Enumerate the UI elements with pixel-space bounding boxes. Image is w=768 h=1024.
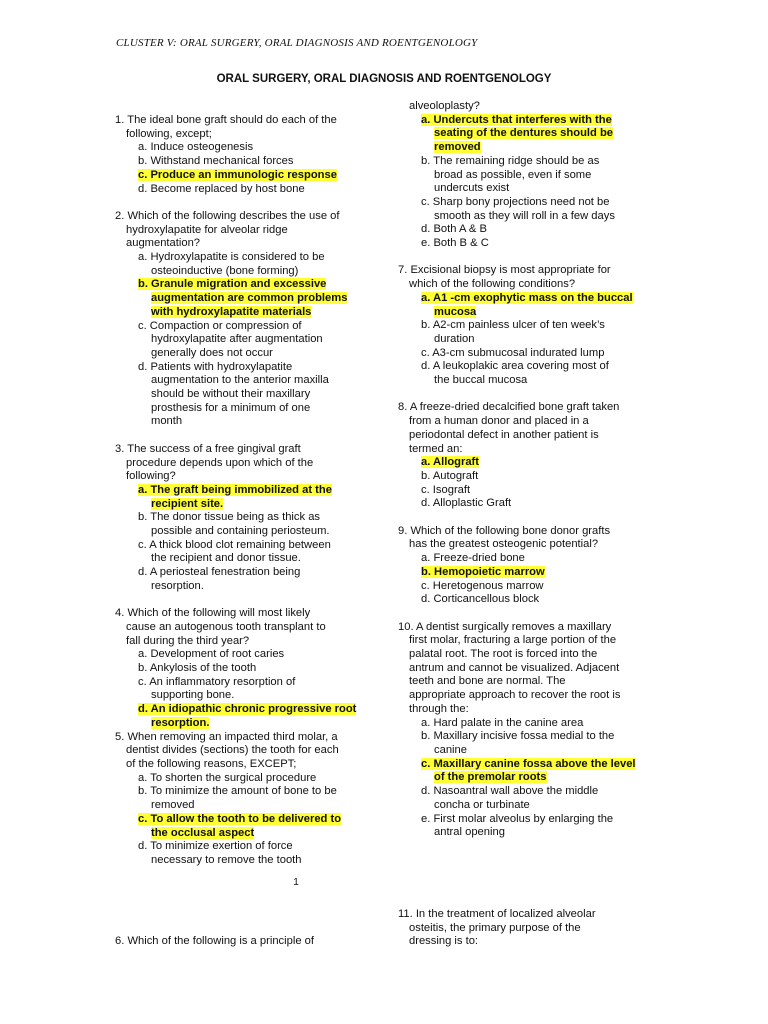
option-text: necessary to remove the tooth — [151, 853, 302, 866]
question-6-stem — [115, 935, 377, 949]
option-text: possible and containing periosteum. — [151, 525, 330, 538]
answer-option-correct — [398, 758, 662, 785]
option-text: augmentation are common problems — [151, 292, 348, 305]
option-text: d. Corticancellous block — [421, 593, 540, 606]
option-text: d. A periosteal fenestration being — [138, 566, 301, 579]
option-text: c. Compaction or compression of — [138, 319, 302, 332]
answer-option — [115, 785, 377, 812]
option-text: a. To shorten the surgical procedure — [138, 771, 317, 784]
answer-option — [398, 580, 662, 594]
option-text: a. A1 -cm exophytic mass on the buccal — [421, 291, 633, 304]
question-stem-line: 4. Which of the following will most likely — [115, 607, 311, 620]
option-text: d. Patients with hydroxylapatite — [138, 360, 293, 373]
option-text: the buccal mucosa — [434, 374, 528, 387]
answer-option-correct — [115, 813, 377, 840]
option-text: resorption. — [151, 579, 204, 592]
option-text: d. An idiopathic chronic progressive root — [138, 703, 357, 716]
answer-option — [398, 237, 662, 251]
question-stem-line: osteitis, the primary purpose of the — [409, 921, 581, 934]
question-stem-line: 1. The ideal bone graft should do each of the — [115, 114, 337, 126]
option-text: b. Ankylosis of the tooth — [138, 662, 257, 675]
answer-option — [115, 251, 377, 278]
answer-option — [115, 566, 377, 593]
question-stem-line: following? — [126, 470, 176, 483]
option-text: hydroxylapatite after augmentation — [151, 333, 323, 346]
question-stem-line: augmentation? — [126, 237, 201, 250]
option-text: b. To minimize the amount of bone to be — [138, 785, 337, 798]
option-text: the recipient and donor tissue. — [151, 552, 301, 565]
option-text: a. The graft being immobilized at the — [138, 483, 332, 496]
option-text: c. A thick blood clot remaining between — [138, 538, 331, 551]
question-stem-line: through the: — [409, 702, 469, 715]
question-block — [398, 621, 662, 840]
document-title: ORAL SURGERY, ORAL DIAGNOSIS AND ROENTGENOLOGY — [216, 73, 552, 85]
option-text: removed — [151, 799, 195, 812]
option-text: month — [151, 415, 183, 428]
answer-option — [398, 593, 662, 607]
option-text: generally does not occur — [151, 346, 273, 359]
option-text: b. Withstand mechanical forces — [138, 155, 294, 168]
option-text: a. Undercuts that interferes with the — [421, 113, 612, 126]
question-stem-line: 7. Excisional biopsy is most appropriate for — [398, 264, 611, 277]
answer-option — [115, 320, 377, 361]
answer-option — [115, 662, 377, 676]
question-block — [398, 264, 662, 387]
option-text: mucosa — [434, 305, 477, 318]
option-text: d. Become replaced by host bone — [138, 182, 305, 195]
left-column — [115, 114, 377, 881]
option-text: b. Granule migration and excessive — [138, 278, 327, 291]
question-stem-line: dressing is to: — [409, 935, 479, 948]
option-text: a. Hydroxylapatite is considered to be — [138, 251, 325, 264]
option-text: smooth as they will roll in a few days — [434, 209, 615, 222]
option-text: of the premolar roots — [434, 771, 547, 784]
question-stem-line: 11. In the treatment of localized alveolar — [398, 908, 596, 920]
question-stem-line: following, except; — [126, 127, 212, 140]
answer-option — [398, 360, 662, 387]
option-text: prosthesis for a minimum of one — [151, 401, 311, 414]
question-stem-line: fall during the third year? — [126, 634, 250, 647]
answer-option — [115, 511, 377, 538]
question-stem-line: has the greatest osteogenic potential? — [409, 538, 599, 551]
option-text: e. First molar alveolus by enlarging the — [421, 812, 614, 825]
option-text: c. Heretogenous marrow — [421, 579, 544, 592]
question-block — [115, 114, 377, 196]
option-text: d. Alloplastic Graft — [421, 497, 512, 510]
option-text: canine — [434, 743, 467, 756]
answer-option — [398, 552, 662, 566]
option-text: with hydroxylapatite materials — [151, 305, 312, 318]
option-text: d. Nasoantral wall above the middle — [421, 785, 599, 798]
answer-option-correct — [398, 114, 662, 155]
answer-option — [398, 347, 662, 361]
question-stem-line: dentist divides (sections) the tooth for each — [126, 744, 339, 757]
option-text: d. To minimize exertion of force — [138, 840, 293, 853]
question-11 — [398, 908, 662, 949]
question-stem-line: periodontal defect in another patient is — [409, 428, 599, 441]
question-block — [115, 443, 377, 594]
answer-option — [115, 648, 377, 662]
option-text: b. Hemopoietic marrow — [421, 565, 545, 578]
option-text: a. Freeze-dried bone — [421, 552, 525, 565]
right-column — [398, 100, 662, 854]
option-text: augmentation to the anterior maxilla — [151, 374, 329, 387]
answer-option — [115, 183, 377, 197]
question-stem-line: hydroxylapatite for alveolar ridge — [126, 223, 288, 236]
option-text: c. Sharp bony projections need not be — [421, 195, 610, 208]
question-stem-line: from a human donor and placed in a — [409, 415, 589, 428]
question-stem-line: termed an: — [409, 442, 463, 455]
answer-option — [115, 676, 377, 703]
question-stem-line: 2. Which of the following describes the use of — [115, 209, 340, 222]
option-text: a. Development of root caries — [138, 648, 285, 661]
answer-option — [398, 484, 662, 498]
option-text: c. An inflammatory resorption of — [138, 675, 296, 688]
question-stem-line: cause an autogenous tooth transplant to — [126, 620, 326, 633]
question-block — [398, 525, 662, 607]
option-text: broad as possible, even if some — [434, 168, 592, 181]
option-text: b. Autograft — [421, 469, 479, 482]
question-stem-line: which of the following conditions? — [409, 278, 576, 291]
option-text: c. A3-cm submucosal indurated lump — [421, 346, 605, 359]
option-text: supporting bone. — [151, 689, 235, 702]
answer-option-correct — [398, 456, 662, 470]
question-stem-line: alveoloplasty? — [409, 100, 480, 112]
option-text: a. Allograft — [421, 456, 480, 469]
option-text: undercuts exist — [434, 182, 510, 195]
question-stem-line: 3. The success of a free gingival graft — [115, 442, 301, 455]
option-text: recipient site. — [151, 497, 224, 510]
answer-option — [398, 319, 662, 346]
option-text: d. A leukoplakic area covering most of — [421, 360, 609, 373]
option-text: c. To allow the tooth to be delivered to — [138, 812, 342, 825]
option-text: c. Produce an immunologic response — [138, 168, 337, 181]
question-stem-line: appropriate approach to recover the root is — [409, 689, 621, 702]
answer-option — [115, 840, 377, 867]
option-text: the occlusal aspect — [151, 826, 255, 839]
option-text: a. Hard palate in the canine area — [421, 716, 584, 729]
answer-option — [115, 539, 377, 566]
answer-option — [115, 141, 377, 155]
running-header: CLUSTER V: ORAL SURGERY, ORAL DIAGNOSIS AND ROENTGENOLOGY — [116, 37, 478, 49]
answer-option — [398, 730, 662, 757]
question-block — [398, 100, 662, 251]
option-text: removed — [434, 141, 481, 154]
question-block — [398, 401, 662, 511]
question-stem-line: antrum and cannot be visualized. Adjacent — [409, 661, 620, 674]
answer-option-correct — [115, 484, 377, 511]
question-stem-line: 9. Which of the following bone donor grafts — [398, 524, 611, 537]
page-number: 1 — [293, 877, 299, 888]
option-text: d. Both A & B — [421, 223, 487, 236]
answer-option-correct — [398, 292, 662, 319]
answer-option — [398, 717, 662, 731]
option-text: b. The donor tissue being as thick as — [138, 511, 321, 524]
answer-option — [398, 785, 662, 812]
option-text: c. Isograft — [421, 483, 471, 496]
option-text: c. Maxillary canine fossa above the level — [421, 757, 636, 770]
question-block — [115, 210, 377, 429]
answer-option — [398, 470, 662, 484]
answer-option — [398, 497, 662, 511]
option-text: e. Both B & C — [421, 237, 489, 250]
question-stem-line: first molar, fracturing a large portion of the — [409, 634, 617, 647]
answer-option-correct — [115, 169, 377, 183]
question-block — [115, 731, 377, 868]
answer-option — [115, 155, 377, 169]
answer-option — [115, 361, 377, 430]
question-stem-line: procedure depends upon which of the — [126, 456, 314, 469]
option-text: antral opening — [434, 826, 505, 839]
answer-option-correct — [115, 703, 377, 730]
answer-option — [398, 155, 662, 196]
question-stem-line: of the following reasons, EXCEPT; — [126, 758, 297, 770]
answer-option — [115, 772, 377, 786]
option-text: duration — [434, 332, 475, 345]
answer-option — [398, 196, 662, 223]
option-text: a. Induce osteogenesis — [138, 141, 254, 154]
option-text: resorption. — [151, 716, 210, 729]
option-text: should be without their maxillary — [151, 388, 311, 401]
answer-option-correct — [398, 566, 662, 580]
question-stem-line: 10. A dentist surgically removes a maxillary — [398, 620, 612, 633]
answer-option — [398, 813, 662, 840]
question-stem-line: 5. When removing an impacted third molar, a — [115, 730, 338, 743]
question-stem-line: palatal root. The root is forced into the — [409, 648, 598, 661]
question-stem-line: 8. A freeze-dried decalcified bone graft taken — [398, 401, 620, 414]
option-text: b. Maxillary incisive fossa medial to the — [421, 730, 615, 743]
question-stem-line: teeth and bone are normal. The — [409, 675, 566, 688]
answer-option — [398, 223, 662, 237]
question-block — [115, 607, 377, 730]
option-text: concha or turbinate — [434, 798, 530, 811]
option-text: b. The remaining ridge should be as — [421, 154, 600, 167]
question-stem-line: 6. Which of the following is a principle of — [115, 935, 314, 947]
answer-option-correct — [115, 278, 377, 319]
option-text: osteoinductive (bone forming) — [151, 264, 299, 277]
option-text: seating of the dentures should be — [434, 127, 614, 140]
option-text: b. A2-cm painless ulcer of ten week’s — [421, 319, 605, 332]
